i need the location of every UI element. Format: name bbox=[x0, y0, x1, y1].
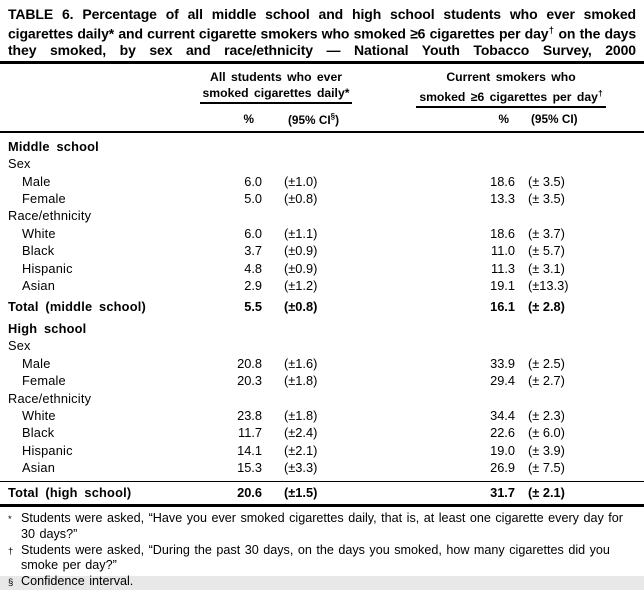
ci-value-group1: (±1.1) bbox=[284, 225, 318, 241]
ci-value-group1: (±0.9) bbox=[284, 260, 318, 276]
table-row bbox=[8, 459, 636, 476]
ci-value-group2: (± 3.7) bbox=[528, 225, 565, 241]
column-gap bbox=[362, 190, 462, 207]
row-label: White bbox=[22, 225, 56, 241]
table-row bbox=[8, 337, 636, 354]
footnote-text: Confidence interval. bbox=[21, 573, 134, 588]
column-gap bbox=[362, 260, 462, 277]
column-gap bbox=[362, 407, 462, 424]
pct-value-group1: 5.0 bbox=[244, 191, 262, 207]
ci-value-group2 bbox=[515, 138, 636, 155]
ci-value-group2: (± 3.5) bbox=[528, 173, 565, 189]
table-row bbox=[8, 173, 636, 190]
pct-value-group1: 4.8 bbox=[244, 260, 262, 276]
pct-value-group1 bbox=[190, 337, 262, 354]
row-label: Total (high school) bbox=[8, 485, 132, 501]
column-gap bbox=[362, 459, 462, 476]
pct-value-group1: 3.7 bbox=[244, 243, 262, 259]
title-dagger-sup: † bbox=[548, 25, 555, 36]
footnote bbox=[8, 511, 636, 542]
ci-header-section-sup: § bbox=[330, 111, 336, 121]
row-label: Race/ethnicity bbox=[8, 390, 92, 406]
ci-value-group2 bbox=[515, 207, 636, 224]
column-gap bbox=[362, 138, 462, 155]
column-gap bbox=[362, 390, 462, 407]
footnote-marker: † bbox=[8, 545, 14, 557]
col-group-1-line2: smoked cigarettes daily* bbox=[200, 85, 353, 104]
pct-value-group2 bbox=[462, 207, 515, 224]
ci-value-group1: (±3.3) bbox=[284, 460, 318, 476]
ci-value-group1: (±1.8) bbox=[284, 407, 318, 423]
ci-value-group1: (±0.8) bbox=[284, 298, 318, 314]
pct-value-group1: 6.0 bbox=[244, 225, 262, 241]
footnote bbox=[8, 574, 636, 590]
col-group-2-line1: Current smokers who bbox=[446, 69, 576, 84]
pct-value-group2 bbox=[462, 337, 515, 354]
pct-value-group1: 14.1 bbox=[237, 442, 262, 458]
pct-value-group2: 29.4 bbox=[490, 373, 515, 389]
table-row bbox=[8, 155, 636, 172]
footnotes bbox=[8, 511, 636, 590]
ci-value-group1: (±1.6) bbox=[284, 355, 318, 371]
title-rule bbox=[0, 61, 644, 64]
ci-value-group2: (± 2.3) bbox=[528, 407, 565, 423]
pct-value-group2 bbox=[462, 138, 515, 155]
table-title-text: TABLE 6. Percentage of all middle school and high school students who ever smoked cigarettes daily* and current cigarette smokers who smoked ≥6 cigarettes per day bbox=[8, 6, 636, 43]
pct-value-group2: 13.3 bbox=[490, 191, 515, 207]
pct-header-group2: % bbox=[498, 111, 509, 126]
ci-value-group1: (±0.8) bbox=[284, 191, 318, 207]
column-gap bbox=[362, 484, 462, 501]
table-bottom-rule bbox=[0, 504, 644, 507]
ci-value-group2: (± 7.5) bbox=[528, 460, 565, 476]
pct-value-group1: 23.8 bbox=[237, 407, 262, 423]
column-gap bbox=[362, 320, 462, 337]
column-gap bbox=[362, 355, 462, 372]
sub-header-row bbox=[8, 112, 636, 131]
table-row bbox=[8, 260, 636, 277]
ci-value-group1: (±0.9) bbox=[284, 243, 318, 259]
pct-value-group1: 20.6 bbox=[237, 485, 262, 501]
row-label: Sex bbox=[8, 156, 31, 172]
column-gap bbox=[362, 372, 462, 389]
ci-value-group1 bbox=[262, 320, 362, 337]
column-gap bbox=[362, 277, 462, 294]
row-label: Black bbox=[22, 243, 55, 259]
row-label: Sex bbox=[8, 338, 31, 354]
table-row bbox=[8, 138, 636, 155]
column-gap bbox=[362, 337, 462, 354]
row-label: Hispanic bbox=[22, 260, 73, 276]
row-label: Asian bbox=[22, 460, 56, 476]
pct-value-group1 bbox=[190, 155, 262, 172]
column-gap bbox=[362, 207, 462, 224]
pct-value-group1: 6.0 bbox=[244, 173, 262, 189]
table-row bbox=[0, 481, 644, 503]
ci-value-group1 bbox=[262, 138, 362, 155]
row-label: Male bbox=[22, 355, 51, 371]
ci-value-group2: (± 3.1) bbox=[528, 260, 565, 276]
ci-value-group1: (±1.5) bbox=[284, 485, 318, 501]
column-gap bbox=[362, 155, 462, 172]
footnote-text: Students were asked, “Have you ever smoked cigarettes daily, that is, at least one cigarette every day for 30 days?” bbox=[21, 511, 623, 542]
ci-value-group2: (± 2.7) bbox=[528, 373, 565, 389]
ci-value-group2: (± 3.9) bbox=[528, 442, 565, 458]
ci-header-group1-text: (95% CI bbox=[288, 112, 331, 127]
col-group-2-dagger-sup: † bbox=[597, 87, 603, 98]
column-group-header-row bbox=[8, 69, 636, 108]
ci-value-group2 bbox=[515, 337, 636, 354]
col-group-1-header bbox=[190, 69, 362, 108]
pct-value-group2 bbox=[462, 320, 515, 337]
pct-value-group2 bbox=[462, 390, 515, 407]
ci-header-group1-close: ) bbox=[335, 112, 340, 127]
table-row bbox=[8, 190, 636, 207]
pct-value-group1 bbox=[190, 320, 262, 337]
footnote-text: Students were asked, “During the past 30 days, on the days you smoked, how many cigarettes did you smoke per day?” bbox=[21, 542, 610, 573]
row-label: Female bbox=[22, 191, 66, 207]
ci-value-group2: (± 2.1) bbox=[528, 485, 565, 501]
ci-header-group1 bbox=[262, 112, 362, 127]
table-row bbox=[8, 207, 636, 224]
ci-value-group1 bbox=[262, 155, 362, 172]
row-label: Middle school bbox=[8, 138, 99, 154]
ci-value-group2: (± 2.8) bbox=[528, 298, 565, 314]
pct-value-group1: 5.5 bbox=[244, 298, 262, 314]
ci-value-group2 bbox=[515, 390, 636, 407]
footnote-marker: * bbox=[8, 514, 12, 526]
pct-value-group1 bbox=[190, 138, 262, 155]
pct-value-group2: 34.4 bbox=[490, 407, 515, 423]
col-group-2-header bbox=[386, 69, 636, 108]
row-label: Total (middle school) bbox=[8, 298, 146, 314]
pct-value-group2: 19.0 bbox=[490, 442, 515, 458]
row-label: High school bbox=[8, 320, 87, 336]
ci-value-group1 bbox=[262, 390, 362, 407]
table-row bbox=[8, 320, 636, 337]
pct-value-group2: 18.6 bbox=[490, 225, 515, 241]
ci-value-group2: (± 3.5) bbox=[528, 191, 565, 207]
table-row bbox=[8, 424, 636, 441]
pct-value-group2 bbox=[462, 155, 515, 172]
column-gap bbox=[362, 442, 462, 459]
ci-value-group2 bbox=[515, 320, 636, 337]
ci-value-group2 bbox=[515, 155, 636, 172]
pct-value-group1: 11.7 bbox=[238, 425, 262, 441]
pct-value-group1: 20.8 bbox=[237, 355, 262, 371]
table-body bbox=[8, 133, 636, 503]
pct-value-group2: 19.1 bbox=[490, 278, 515, 294]
col-group-1-line1: All students who ever bbox=[210, 69, 342, 84]
ci-value-group1: (±2.4) bbox=[284, 425, 318, 441]
pct-value-group2: 16.1 bbox=[490, 298, 515, 314]
table-row bbox=[8, 442, 636, 459]
pct-value-group2: 26.9 bbox=[490, 460, 515, 476]
ci-header-group2: (95% CI) bbox=[531, 111, 578, 126]
column-gap bbox=[362, 225, 462, 242]
row-label: Hispanic bbox=[22, 442, 73, 458]
footnote-marker: § bbox=[8, 576, 14, 588]
ci-value-group1 bbox=[262, 207, 362, 224]
table-row bbox=[8, 225, 636, 242]
table-row bbox=[8, 355, 636, 372]
ci-value-group1 bbox=[262, 337, 362, 354]
table-row bbox=[8, 277, 636, 294]
pct-value-group2: 22.6 bbox=[490, 425, 515, 441]
row-label: Race/ethnicity bbox=[8, 208, 92, 224]
ci-value-group1: (±1.0) bbox=[284, 173, 318, 189]
table-title bbox=[8, 6, 636, 59]
pct-value-group1: 2.9 bbox=[244, 278, 262, 294]
pct-value-group2: 11.3 bbox=[491, 260, 515, 276]
pct-value-group2: 33.9 bbox=[490, 355, 515, 371]
pct-value-group2: 11.0 bbox=[491, 243, 515, 259]
ci-value-group2: (± 2.5) bbox=[528, 355, 565, 371]
column-gap bbox=[362, 173, 462, 190]
pct-value-group2: 31.7 bbox=[490, 485, 515, 501]
row-label: Asian bbox=[22, 278, 56, 294]
ci-value-group2: (±13.3) bbox=[528, 278, 569, 294]
table-row bbox=[8, 372, 636, 389]
column-gap bbox=[362, 298, 462, 315]
ci-value-group1: (±2.1) bbox=[284, 442, 318, 458]
ci-value-group1: (±1.2) bbox=[284, 278, 318, 294]
table-row bbox=[8, 242, 636, 259]
col-group-2-line2 bbox=[416, 85, 605, 108]
pct-value-group1 bbox=[190, 207, 262, 224]
column-gap bbox=[362, 242, 462, 259]
pct-value-group1: 15.3 bbox=[237, 460, 262, 476]
pct-header-group1: % bbox=[243, 111, 254, 126]
pct-value-group1: 20.3 bbox=[237, 373, 262, 389]
footnote bbox=[8, 543, 636, 574]
table-row bbox=[8, 390, 636, 407]
row-label: Male bbox=[22, 173, 51, 189]
table-title-text-2: on the days they smoked, by sex and race/ethnicity — National Youth Tobacco Survey, 2000 bbox=[8, 26, 637, 59]
row-label: Female bbox=[22, 373, 66, 389]
row-label: Black bbox=[22, 425, 55, 441]
table-row bbox=[8, 407, 636, 424]
col-group-2-line2-text: smoked ≥6 cigarettes per day bbox=[419, 89, 598, 104]
ci-value-group1: (±1.8) bbox=[284, 373, 318, 389]
pct-value-group1 bbox=[190, 390, 262, 407]
table-row bbox=[8, 298, 636, 315]
row-label: White bbox=[22, 407, 56, 423]
ci-value-group2: (± 6.0) bbox=[528, 425, 565, 441]
pct-value-group2: 18.6 bbox=[490, 173, 515, 189]
ci-value-group2: (± 5.7) bbox=[528, 243, 565, 259]
column-gap bbox=[362, 424, 462, 441]
